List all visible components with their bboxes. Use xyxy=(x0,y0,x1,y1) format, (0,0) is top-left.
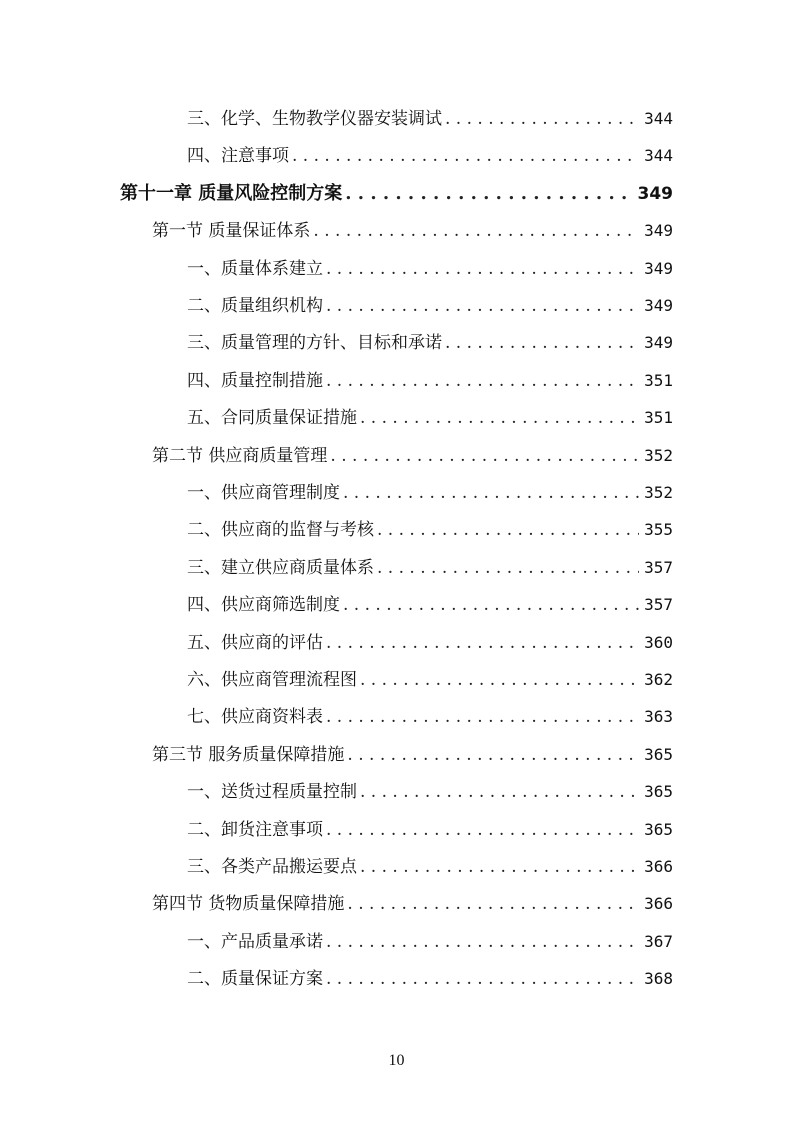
toc-entry[interactable] xyxy=(187,811,673,848)
toc-entry-page: 362 xyxy=(644,670,673,689)
toc-entry-page: 363 xyxy=(644,707,673,727)
toc-dot-leader xyxy=(330,438,639,475)
toc-entry[interactable] xyxy=(120,175,673,212)
toc-entry-page: 349 xyxy=(637,183,673,204)
toc-entry-page: 357 xyxy=(644,557,673,577)
toc-entry-page: 365 xyxy=(644,744,673,764)
toc-entry-title: 第一节 质量保证体系 xyxy=(152,221,311,242)
toc-entry-title: 四、质量控制措施 xyxy=(187,370,323,391)
toc-dot-leader xyxy=(347,886,639,923)
page-number: 10 xyxy=(388,1052,405,1069)
toc-entry-title: 二、质量保证方案 xyxy=(187,969,323,990)
toc-dot-leader xyxy=(360,400,639,437)
toc-entry-page: 352 xyxy=(644,445,673,465)
toc-entry-title: 四、注意事项 xyxy=(187,146,289,167)
toc-entry-title: 三、各类产品搬运要点 xyxy=(187,857,357,877)
toc-entry[interactable] xyxy=(187,362,673,399)
toc-entry[interactable] xyxy=(187,399,673,436)
toc-entry[interactable] xyxy=(187,287,673,324)
toc-entry-page: 367 xyxy=(644,931,673,951)
toc-dot-leader xyxy=(326,924,639,961)
toc-entry[interactable] xyxy=(152,212,673,249)
toc-entry-title: 第二节 供应商质量管理 xyxy=(152,445,328,466)
toc-entry-title: 二、供应商的监督与考核 xyxy=(187,520,374,541)
toc-entry-page: 351 xyxy=(644,370,673,390)
toc-entry-title: 第十一章 质量风险控制方案 xyxy=(120,182,343,204)
toc-entry-title: 七、供应商资料表 xyxy=(187,707,323,728)
toc-entry-page: 349 xyxy=(644,221,673,241)
toc-entry-page: 349 xyxy=(644,258,673,278)
toc-entry-title: 四、供应商筛选制度 xyxy=(187,595,340,616)
toc-entry[interactable] xyxy=(187,511,673,548)
toc-entry[interactable] xyxy=(187,773,673,810)
toc-entry-page: 344 xyxy=(644,146,673,166)
toc-entry[interactable] xyxy=(187,250,673,287)
toc-dot-leader xyxy=(445,101,639,138)
toc-entry[interactable] xyxy=(187,624,673,661)
toc-entry-page: 351 xyxy=(644,408,673,428)
toc-dot-leader xyxy=(345,175,632,212)
toc-entry[interactable] xyxy=(187,549,673,586)
toc-entry-page: 344 xyxy=(644,109,673,128)
toc-dot-leader xyxy=(326,625,639,662)
toc-dot-leader xyxy=(326,288,639,325)
toc-entry[interactable] xyxy=(187,848,673,885)
toc-dot-leader xyxy=(377,550,639,587)
toc-entry-page: 360 xyxy=(644,632,673,652)
toc-entry[interactable] xyxy=(187,586,673,623)
toc-dot-leader xyxy=(360,774,639,811)
toc-entry-page: 349 xyxy=(644,296,673,315)
toc-entry-title: 第四节 货物质量保障措施 xyxy=(152,894,345,915)
toc-entry[interactable] xyxy=(187,474,673,511)
toc-entry-page: 352 xyxy=(644,483,673,502)
toc-entry[interactable] xyxy=(152,736,673,773)
toc-dot-leader xyxy=(326,363,639,400)
toc-entry-page: 365 xyxy=(644,782,673,802)
toc-entry-title: 三、建立供应商质量体系 xyxy=(187,557,374,578)
toc-entry-title: 六、供应商管理流程图 xyxy=(187,670,357,690)
toc-dot-leader xyxy=(343,587,639,624)
toc-entry[interactable] xyxy=(152,437,673,474)
toc-entry[interactable] xyxy=(187,923,673,960)
toc-dot-leader xyxy=(292,138,639,175)
toc-entry-title: 一、产品质量承诺 xyxy=(187,931,323,952)
toc-dot-leader xyxy=(313,213,639,250)
toc-dot-leader xyxy=(326,251,639,288)
toc-entry-page: 357 xyxy=(644,595,673,615)
toc-dot-leader xyxy=(347,737,639,774)
toc-entry-title: 一、供应商管理制度 xyxy=(187,483,340,503)
toc-entry-title: 五、合同质量保证措施 xyxy=(187,408,357,429)
toc-entry-title: 三、质量管理的方针、目标和承诺 xyxy=(187,333,442,354)
toc-entry-title: 第三节 服务质量保障措施 xyxy=(152,744,345,765)
toc-dot-leader xyxy=(343,475,639,512)
toc-entry[interactable] xyxy=(152,885,673,922)
toc-dot-leader xyxy=(360,849,639,886)
toc-entry-title: 三、化学、生物教学仪器安装调试 xyxy=(187,109,442,129)
toc-entry-page: 349 xyxy=(644,333,673,353)
toc-entry-page: 368 xyxy=(644,969,673,989)
toc-entry-title: 一、质量体系建立 xyxy=(187,258,323,279)
toc-entry[interactable] xyxy=(187,661,673,698)
toc-entry[interactable] xyxy=(187,324,673,361)
toc-entry-page: 366 xyxy=(644,894,673,914)
toc-entry[interactable] xyxy=(187,100,673,137)
toc-entry-title: 一、送货过程质量控制 xyxy=(187,782,357,803)
toc-entry[interactable] xyxy=(187,960,673,997)
toc-entry-page: 355 xyxy=(644,520,673,540)
toc-dot-leader xyxy=(326,699,639,736)
toc-entry-page: 365 xyxy=(644,819,673,839)
toc-entry[interactable] xyxy=(187,137,673,174)
toc-entry-page: 366 xyxy=(644,857,673,876)
toc-dot-leader xyxy=(326,812,639,849)
toc-entry-title: 二、卸货注意事项 xyxy=(187,819,323,840)
toc-entry-title: 二、质量组织机构 xyxy=(187,296,323,316)
toc-dot-leader xyxy=(377,512,639,549)
toc-dot-leader xyxy=(360,662,639,699)
toc-entry-title: 五、供应商的评估 xyxy=(187,632,323,653)
toc-entry[interactable] xyxy=(187,698,673,735)
toc-dot-leader xyxy=(326,961,639,998)
toc-dot-leader xyxy=(445,325,639,362)
